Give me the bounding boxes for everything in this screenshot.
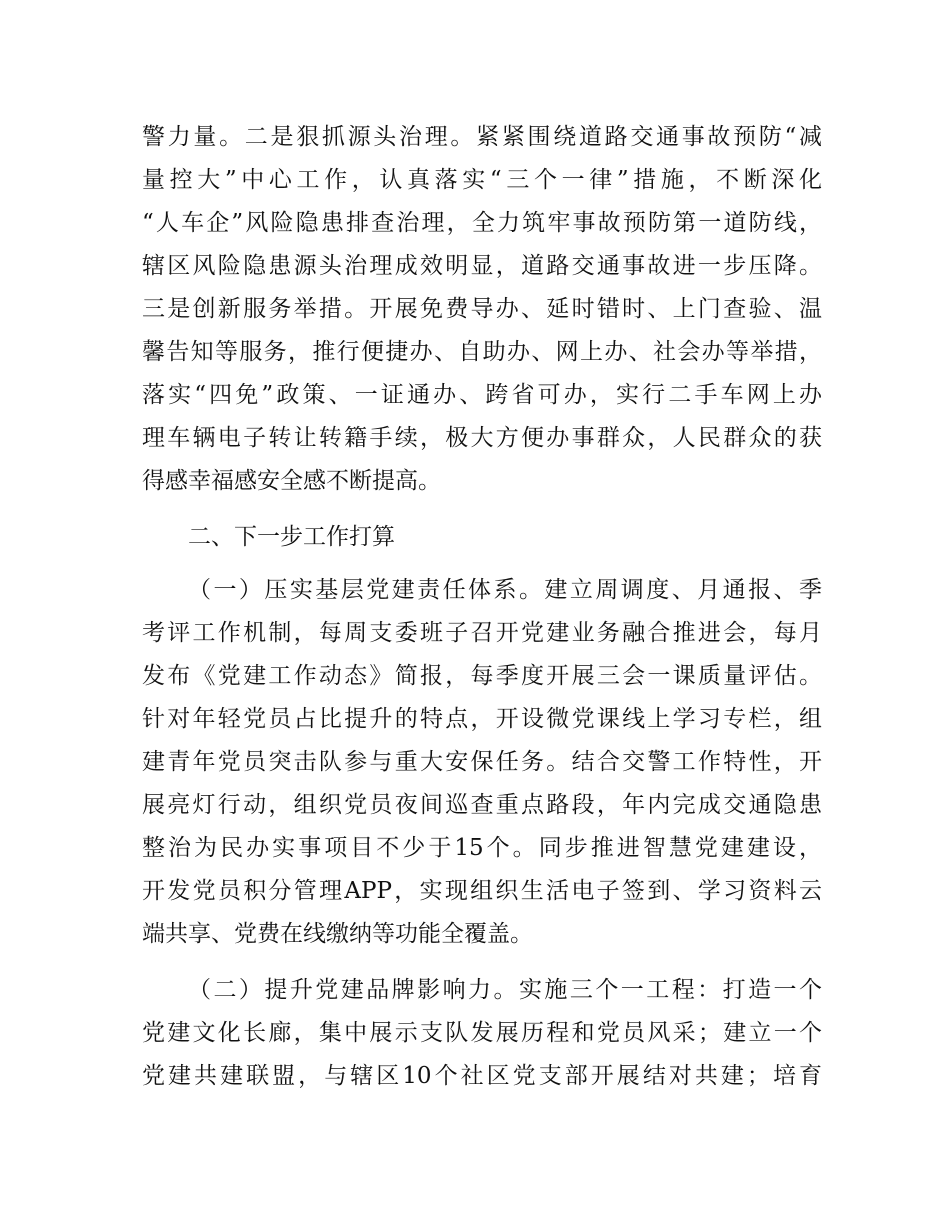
paragraph-2-line-5: 建青年党员突击队参与重大安保任务。结合交警工作特性，开 — [142, 749, 822, 775]
paragraph-2-line-8: 开发党员积分管理APP，实现组织生活电子签到、学习资料云 — [142, 878, 822, 904]
paragraph-1-line-8: 理车辆电子转让转籍手续，极大方便办事群众，人民群众的获 — [142, 425, 822, 451]
paragraph-3-line-3: 党建共建联盟，与辖区10个社区党支部开展结对共建；培育 — [142, 1063, 822, 1089]
paragraph-2-line-6: 展亮灯行动，组织党员夜间巡查重点路段，年内完成交通隐患 — [142, 792, 822, 818]
paragraph-2-line-4: 针对年轻党员占比提升的特点，开设微党课线上学习专栏，组 — [142, 706, 822, 732]
paragraph-2-line-3: 发布《党建工作动态》简报，每季度开展三会一课质量评估。 — [142, 663, 822, 689]
paragraph-1-line-3: “人车企”风险隐患排查治理，全力筑牢事故预防第一道防线， — [142, 210, 822, 236]
paragraph-1-line-7: 落实“四免”政策、一证通办、跨省可办，实行二手车网上办 — [142, 382, 822, 408]
paragraph-1-line-4: 辖区风险隐患源头治理成效明显，道路交通事故进一步压降。 — [142, 253, 822, 279]
paragraph-1-line-9: 得感幸福感安全感不断提高。 — [142, 468, 441, 494]
paragraph-2-line-9: 端共享、党费在线缴纳等功能全覆盖。 — [142, 921, 533, 947]
paragraph-1-line-2: 量控大”中心工作，认真落实“三个一律”措施，不断深化 — [142, 167, 822, 193]
paragraph-1-line-1: 警力量。二是狠抓源头治理。紧紧围绕道路交通事故预防“减 — [142, 124, 822, 150]
section-heading: 二、下一步工作打算 — [188, 524, 395, 550]
paragraph-2-line-7: 整治为民办实事项目不少于15个。同步推进智慧党建建设， — [142, 835, 822, 861]
paragraph-2-line-2: 考评工作机制，每周支委班子召开党建业务融合推进会，每月 — [142, 620, 822, 646]
paragraph-3-line-2: 党建文化长廊，集中展示支队发展历程和党员风采；建立一个 — [142, 1020, 822, 1046]
paragraph-2-line-1: （一）压实基层党建责任体系。建立周调度、月通报、季 — [188, 577, 822, 603]
paragraph-1-line-5: 三是创新服务举措。开展免费导办、延时错时、上门查验、温 — [142, 296, 822, 322]
paragraph-1-line-6: 馨告知等服务，推行便捷办、自助办、网上办、社会办等举措， — [142, 339, 822, 365]
paragraph-3-line-1: （二）提升党建品牌影响力。实施三个一工程：打造一个 — [188, 977, 822, 1003]
